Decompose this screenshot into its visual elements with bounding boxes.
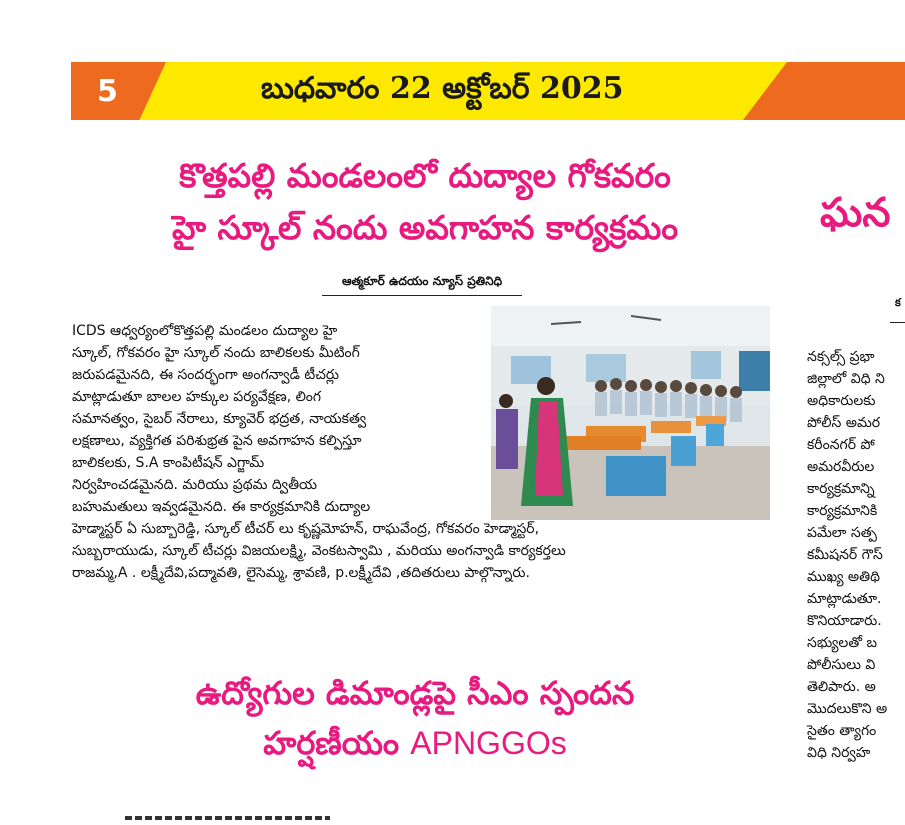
article1-headline-line2: హై స్కూల్ నందు అవగాహన కార్యక్రమం [171, 208, 679, 247]
article1-headline-line1: కొత్తపల్లి మండలంలో దుద్యాల గోకవరం [179, 156, 671, 195]
right-column-line: సభ్యులతో బ [807, 635, 877, 651]
article1-body-line: స్కూల్, గోకవరం హై స్కూల్ నందు బాలికలకు మీటింగ్ [72, 345, 360, 361]
right-column-line: అమరవీరుల [807, 459, 875, 475]
right-column-body [807, 346, 905, 764]
right-column-line: కార్యక్రమానికి [807, 503, 878, 519]
article1-body-line: సుబ్బరాయుడు, స్కూల్ టీచర్లు విజయలక్ష్మి, వెంకటస్వామి , మరియు అంగన్వాడి కార్యకర్తలు [72, 543, 566, 559]
right-column-line: ముఖ్య అతిథి [807, 569, 880, 585]
right-column-headline: ఘన [820, 190, 891, 236]
right-column-line: కొనియాడారు. [807, 613, 882, 629]
right-column-line: కమీషనర్ గౌస్ [807, 547, 883, 563]
article1-body-line: నిర్వహించడమైనది. మరియు ప్రథమ ద్వితీయ [72, 477, 318, 493]
issue-date: బుధవారం 22 అక్టోబర్ 2025 [261, 71, 624, 106]
page-number: 5 [97, 74, 118, 109]
right-column-line: మొదలుకొని అ [807, 701, 888, 717]
right-column-line: విధి నిర్వహ [807, 745, 871, 761]
article2-headline [95, 668, 735, 768]
right-column-line: పోలీస్ అమర [807, 415, 881, 431]
article2-byline-cutoff [125, 816, 330, 820]
right-column-article [790, 0, 905, 825]
article1-body-line: రాజమ్మ,A . లక్ష్మీదేవి,పద్మావతి, లైసెమ్మ, శ్రావణి, p.లక్ష్మీదేవి ,తదితరులు పాల్గొన్నారు. [72, 565, 530, 581]
right-column-byline: క [895, 296, 901, 309]
page-header-band [71, 62, 905, 120]
article2-headline-english: APNGGOs [410, 725, 567, 761]
article1-body-line: లక్షణాలు, వ్యక్తిగత పరిశుభ్రత పైన అవగాహన కల్పిస్తూ [72, 433, 362, 449]
article1-byline: ఆత్మకూర్ ఉదయం న్యూస్ ప్రతినిధి [322, 274, 522, 296]
right-column-line: మాట్లాడుతూ. [807, 591, 882, 607]
right-column-line: సైతం త్యాగం [807, 723, 877, 739]
article1-body-line: ICDS ఆధ్వర్యంలోకొత్తపల్లి మండలం దుద్యాల హై [72, 323, 338, 339]
article1-body-line: హెడ్మాస్టర్ ఏ సుబ్బారెడ్డి, స్కూల్ టీచర్ లు కృష్ణమోహన్, రాఘవేంద్ర, గోకవరం హెడ్మాస్టర్, [72, 521, 540, 537]
article2-headline-telugu: హర్షణీయం [263, 724, 400, 762]
right-column-line: పోలీసులు వి [807, 657, 876, 673]
right-column-line: పమేలా సత్ప [807, 525, 877, 541]
right-column-line: తెలిపారు. అ [807, 679, 876, 695]
right-column-line: నక్సల్స్ ప్రభా [807, 349, 875, 365]
article1-body-line: బాలికలకు, S.A కాంపిటీషన్ ఎగ్జామ్ [72, 455, 265, 471]
article1-headline [90, 150, 760, 254]
right-column-line: అధికారులకు [807, 393, 876, 409]
article1-body [72, 320, 732, 584]
article2-headline-line2 [95, 718, 735, 768]
right-column-line: జిల్లాలో విధి ని [807, 371, 885, 387]
right-column-byline-rule [890, 322, 905, 323]
article1-body-line: బహుమతులు ఇవ్వడమైనది. ఈ కార్యక్రమానికి దుద్యాల [72, 499, 371, 515]
right-column-line: కార్యక్రమాన్ని [807, 481, 875, 497]
article1-body-line: జరుపడమైనది, ఈ సందర్భంగా అంగన్వాడీ టీచర్లు [72, 367, 339, 383]
page-number-tab [71, 62, 166, 120]
right-column-line: కరీంనగర్ పో [807, 437, 875, 453]
article1-body-line: సమానత్వం, సైబర్ నేరాలు, క్యూవెర్ భద్రత, నాయకత్వ [72, 411, 367, 427]
article2-headline-line1: ఉద్యోగుల డిమాండ్లపై సీఎం స్పందన [195, 674, 635, 712]
article1-body-line: మాట్లాడుతూ బాలల హక్కుల పర్యవేక్షణ, లింగ [72, 389, 322, 405]
